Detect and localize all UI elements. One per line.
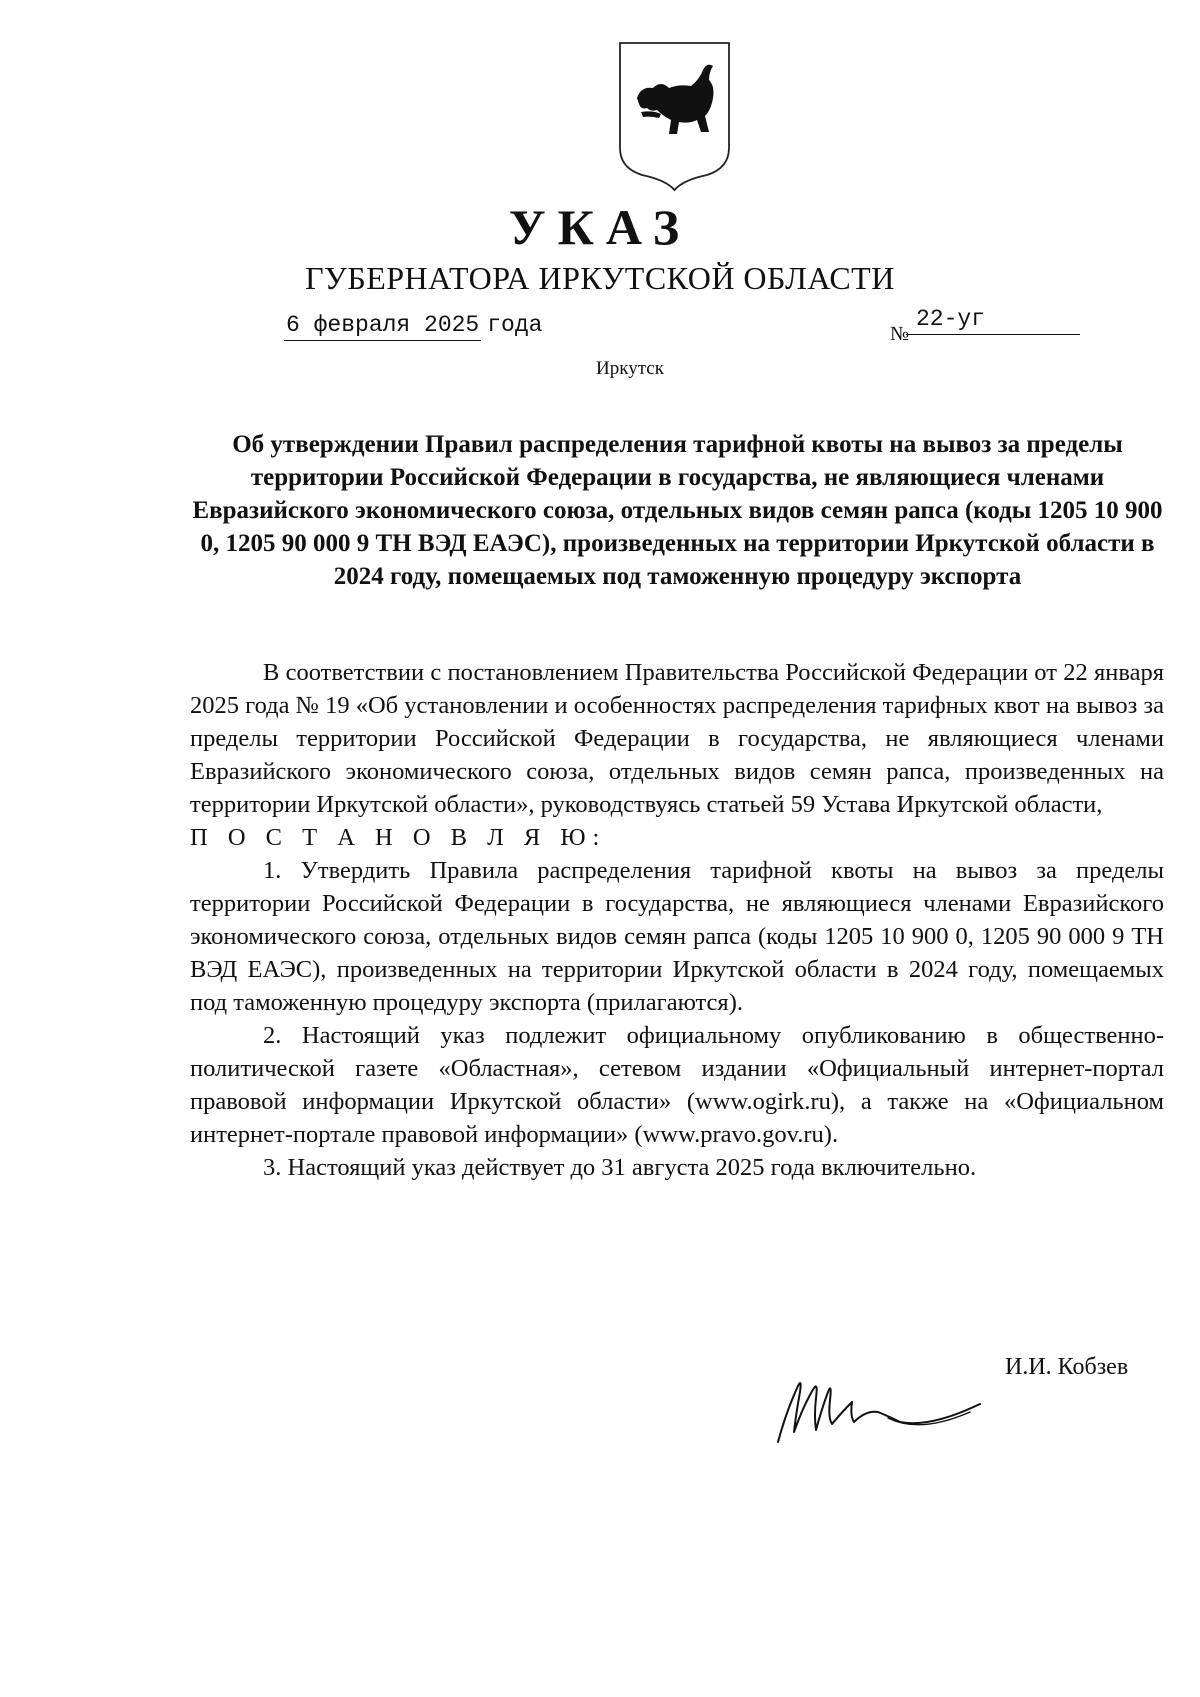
document-number: 22-уг [906, 304, 1080, 335]
preamble-paragraph: В соответствии с постановлением Правительства Российской Федерации от 22 января 2025 года № 19 «Об установлении и особенностях распределения тарифных квот на вывоз за пределы территории Российской Федерации в государства, не являющиеся членами Евразийского экономического союза, отдельных видов семян рапса, произведенных на территории Иркутской области», руководствуясь статьей 59 Устава Иркутской области, [190, 659, 1164, 818]
document-body [190, 656, 1164, 1184]
document-date: 6 февраля 2025 [284, 310, 481, 341]
decree-item-2: 2. Настоящий указ подлежит официальному опубликованию в общественно-политической газете «Областная», сетевом издании «Официальный интернет-портал правовой информации Иркутской области» (www.ogirk.ru), а также на «Официальном интернет-портале правовой информации» (www.pravo.gov.ru). [190, 1022, 1164, 1148]
issue-city: Иркутск [596, 358, 664, 379]
document-title: Об утверждении Правил распределения тарифной квоты на вывоз за пределы территории Российской Федерации в государства, не являющиеся членами Евразийского экономического союза, отдельных видов семян рапса (коды 1205 10 900 0, 1205 90 000 9 ТН ВЭД ЕАЭС), произведенных на территории Иркутской области в 2024 году, помещаемых под таможенную процедуру экспорта [192, 431, 1163, 590]
decree-item-3: 3. Настоящий указ действует до 31 августа 2025 года включительно. [263, 1154, 977, 1181]
decree-word: П О С Т А Н О В Л Я Ю: [190, 824, 607, 851]
decree-item-1: 1. Утвердить Правила распределения тарифной квоты на вывоз за пределы территории Российской Федерации в государства, не являющиеся членами Евразийского экономического союза, отдельных видов семян рапса (коды 1205 10 900 0, 1205 90 000 9 ТН ВЭД ЕАЭС), произведенных на территории Иркутской области в 2024 году, помещаемых под таможенную процедуру экспорта (прилагаются). [190, 857, 1164, 1016]
coat-of-arms-emblem [617, 40, 732, 193]
signer-name: И.И. Кобзев [1005, 1354, 1129, 1380]
issuer-heading: ГУБЕРНАТОРА ИРКУТСКОЙ ОБЛАСТИ [305, 260, 895, 296]
number-sign: № [890, 323, 910, 345]
document-type-heading: УКАЗ [508, 199, 692, 255]
date-suffix: года [487, 312, 543, 338]
date-line [284, 310, 542, 341]
handwritten-signature [770, 1342, 1000, 1452]
